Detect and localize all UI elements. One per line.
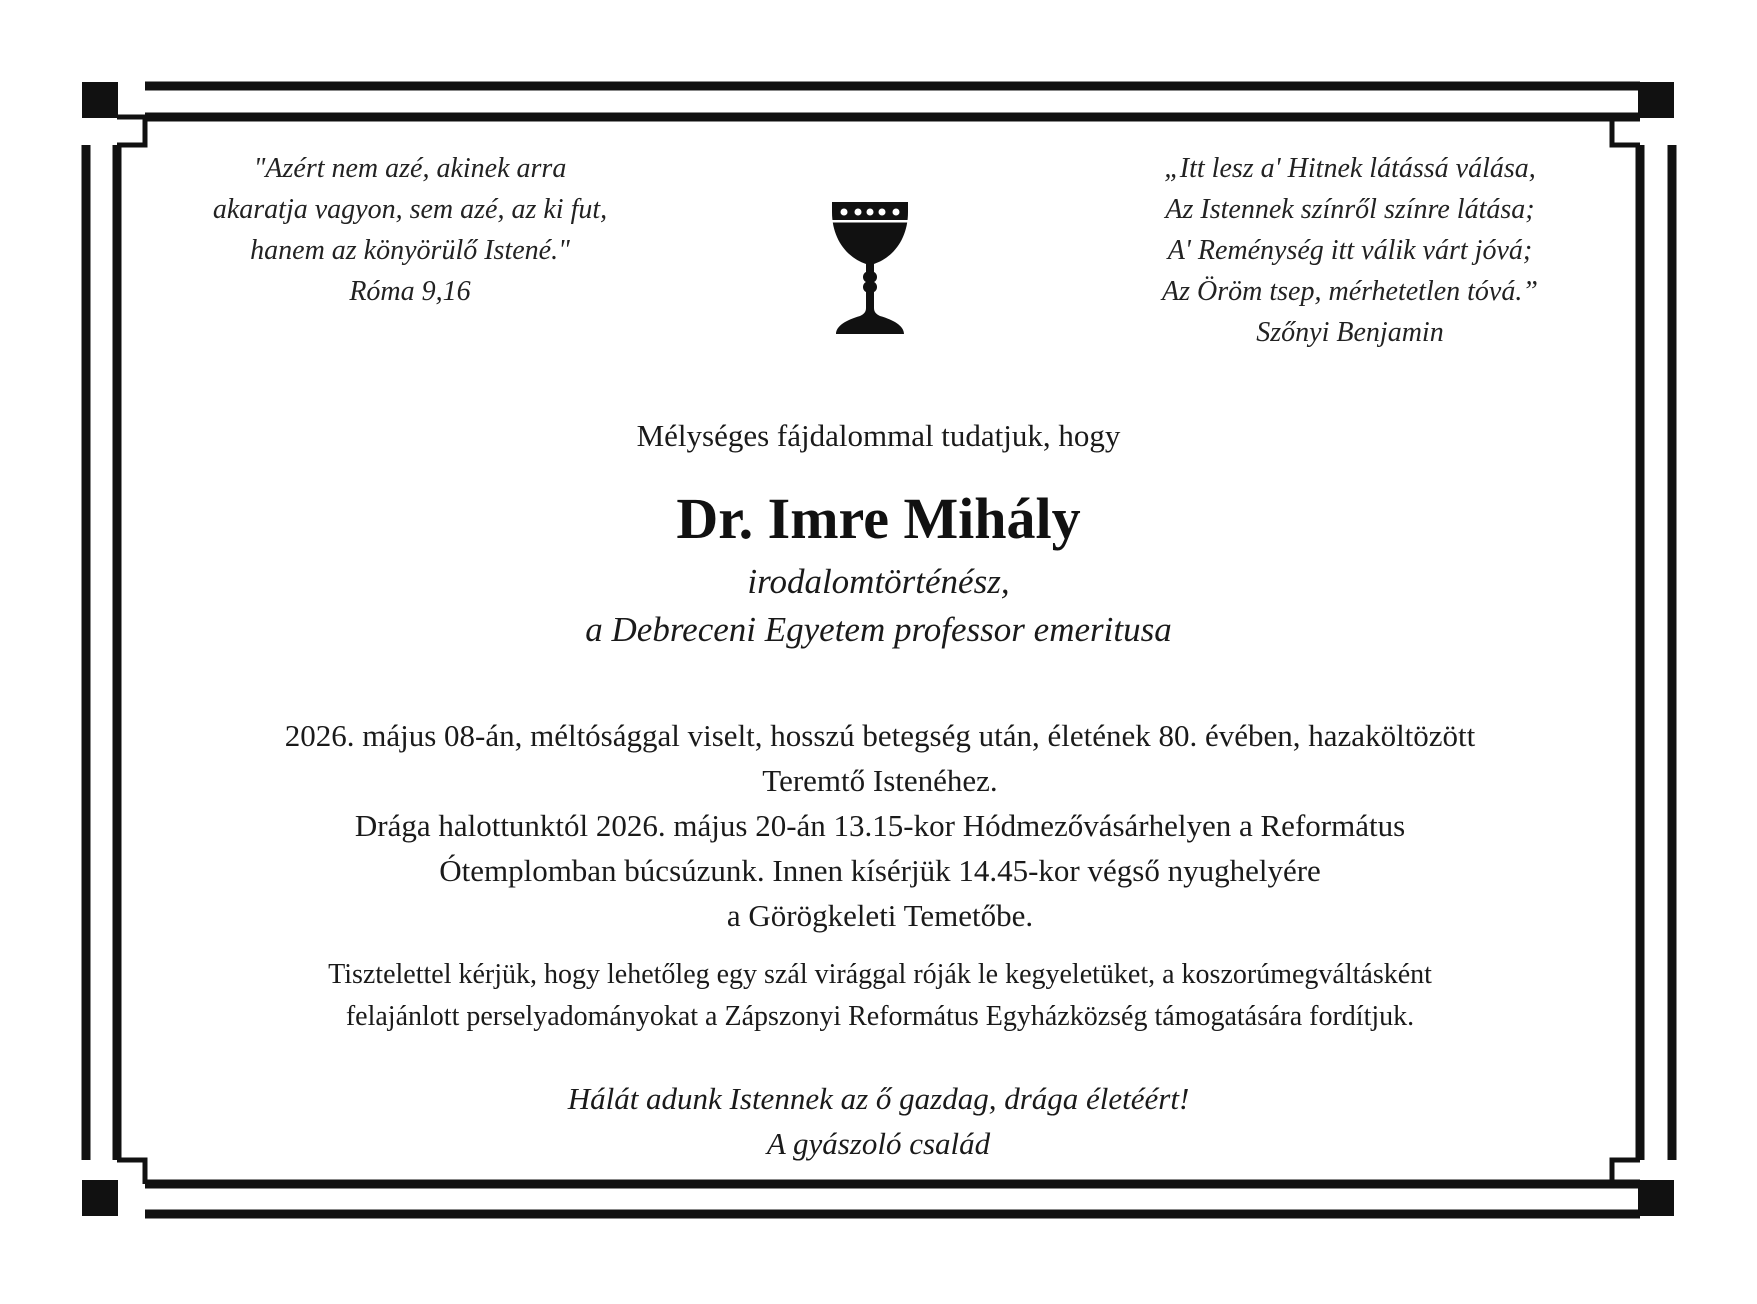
announcement-line: a Görögkeleti Temetőbe. xyxy=(726,898,1034,933)
quote-source: Róma 9,16 xyxy=(349,276,471,307)
corner-ornament-bottom-right xyxy=(1638,1180,1674,1216)
announcement-text xyxy=(190,713,1570,938)
quote-line: „Itt lesz a' Hitnek látássá válása, xyxy=(1164,153,1536,184)
intro-text: Mélységes fájdalommal tudatjuk, hogy xyxy=(636,418,1121,453)
request-line: Tisztelettel kérjük, hogy lehetőleg egy szál virággal róják le kegyeletüket, a koszorúmegváltásként xyxy=(328,959,1432,990)
corner-ornament-top-left xyxy=(82,82,118,118)
announcement-line: 2026. május 08-án, méltósággal viselt, hosszú betegség után, életének 80. évében, hazaköltözött xyxy=(284,718,1476,753)
quote-line: A' Reménység itt válik várt jóvá; xyxy=(1167,235,1533,266)
quote-line: Az Öröm tsep, mérhetetlen tóvá.” xyxy=(1162,276,1538,307)
bible-quote xyxy=(150,148,670,312)
deceased-name: Dr. Imre Mihály xyxy=(676,486,1081,551)
donation-request xyxy=(190,954,1570,1038)
deceased-title xyxy=(0,558,1757,654)
quote-line: "Azért nem azé, akinek arra xyxy=(253,153,567,184)
quote-line: Az Istennek színről színre látása; xyxy=(1165,194,1535,225)
corner-ornament-top-right xyxy=(1638,82,1674,118)
closing-line: Hálát adunk Istennek az ő gazdag, drága életéért! xyxy=(567,1081,1190,1116)
quote-line: akaratja vagyon, sem azé, az ki fut, xyxy=(212,194,608,225)
closing-text xyxy=(0,1076,1757,1166)
signature-line: A gyászoló család xyxy=(766,1126,991,1161)
chalice-icon xyxy=(830,200,910,340)
quote-line: hanem az könyörülő Istené." xyxy=(250,235,570,266)
title-line: a Debreceni Egyetem professor emeritusa xyxy=(585,610,1172,649)
announcement-line: Teremtő Istenéhez. xyxy=(762,763,998,798)
request-line: felajánlott perselyadományokat a Zápszonyi Református Egyházközség támogatására fordítjuk. xyxy=(345,1001,1415,1032)
announcement-line: Ótemplomban búcsúzunk. Innen kísérjük 14.45-kor végső nyughelyére xyxy=(439,853,1321,888)
announcement-line: Drága halottunktól 2026. május 20-án 13.15-kor Hódmezővásárhelyen a Református xyxy=(354,808,1406,843)
poem-quote xyxy=(1070,148,1630,353)
quote-source: Szőnyi Benjamin xyxy=(1256,317,1444,348)
corner-ornament-bottom-left xyxy=(82,1180,118,1216)
title-line: irodalomtörténész, xyxy=(747,562,1010,601)
